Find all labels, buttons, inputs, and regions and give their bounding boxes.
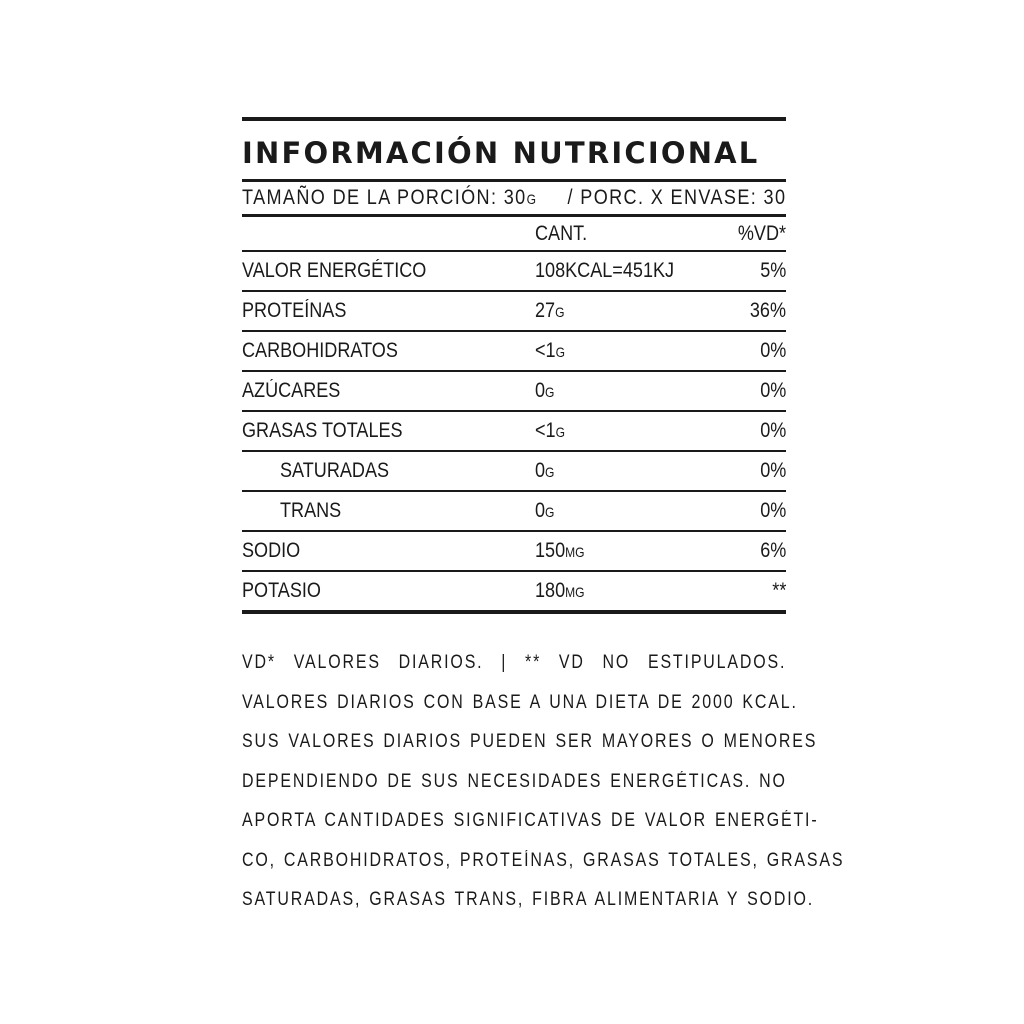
nutrient-vd: 0%	[759, 339, 786, 362]
nutrient-name: POTASIO	[242, 579, 321, 602]
nutrient-qty: <1G	[535, 339, 565, 362]
panel-title: INFORMACIÓN NUTRICIONAL	[242, 136, 760, 170]
nutrient-vd: 0%	[759, 499, 786, 522]
nutrient-vd: 36%	[749, 299, 786, 322]
table-row	[242, 372, 786, 412]
nutrient-qty: 108KCAL=451KJ	[535, 259, 675, 282]
footnote-line: DEPENDIENDO DE SUS NECESIDADES ENERGÉTICAS. NO	[242, 770, 787, 792]
nutrient-qty: 0G	[535, 379, 555, 402]
table-row	[242, 412, 786, 452]
serving-size: TAMAÑO DE LA PORCIÓN: 30G	[242, 186, 538, 209]
serving-size-unit: G	[526, 191, 538, 207]
nutrient-qty: 150MG	[535, 539, 585, 562]
nutrient-vd: 0%	[759, 459, 786, 482]
footnote-line: SUS VALORES DIARIOS PUEDEN SER MAYORES O MENORES	[242, 731, 818, 752]
nutrient-name: GRASAS TOTALES	[242, 419, 403, 442]
nutrient-vd: 0%	[759, 379, 786, 402]
nutrient-name: CARBOHIDRATOS	[242, 339, 398, 362]
nutrient-qty: 0G	[535, 499, 555, 522]
table-row	[242, 572, 786, 614]
footnote-line: SATURADAS, GRASAS TRANS, FIBRA ALIMENTARIA Y SODIO.	[242, 889, 815, 910]
table-row	[242, 252, 786, 292]
nutrient-name: VALOR ENERGÉTICO	[242, 259, 427, 282]
serving-line	[242, 182, 786, 214]
footnote-line: VALORES DIARIOS CON BASE A UNA DIETA DE 2000 KCAL.	[242, 691, 798, 713]
nutrient-qty: 180MG	[535, 579, 585, 602]
nutrient-name: SATURADAS	[280, 459, 390, 482]
footnote-line: APORTA CANTIDADES SIGNIFICATIVAS DE VALOR ENERGÉTI-	[242, 810, 819, 831]
footnotes	[242, 643, 845, 920]
nutrient-name: SODIO	[242, 539, 301, 562]
top-rule	[242, 117, 786, 121]
nutrient-qty: 27G	[535, 299, 565, 322]
header-vd: %VD*	[737, 222, 786, 245]
nutrition-facts-panel	[242, 117, 786, 614]
table-header-row	[242, 217, 786, 252]
nutrient-vd: 5%	[759, 259, 786, 282]
header-qty: CANT.	[535, 222, 588, 245]
nutrient-name: AZÚCARES	[242, 379, 341, 402]
nutrient-vd: 6%	[759, 539, 786, 562]
table-row	[242, 452, 786, 492]
nutrient-vd: 0%	[759, 419, 786, 442]
footnote-line: VD* VALORES DIARIOS. | ** VD NO ESTIPULADOS.	[242, 652, 787, 673]
footnote-line: CO, CARBOHIDRATOS, PROTEÍNAS, GRASAS TOTALES, GRASAS	[242, 849, 845, 871]
nutrient-name: TRANS	[280, 499, 342, 522]
servings-per-container: / PORC. X ENVASE: 30	[567, 186, 787, 209]
nutrient-qty: 0G	[535, 459, 555, 482]
nutrient-name: PROTEÍNAS	[242, 299, 347, 322]
nutrient-qty: <1G	[535, 419, 565, 442]
nutrient-vd: **	[771, 579, 786, 602]
table-row	[242, 292, 786, 332]
table-row	[242, 332, 786, 372]
table-row	[242, 532, 786, 572]
table-row	[242, 492, 786, 532]
